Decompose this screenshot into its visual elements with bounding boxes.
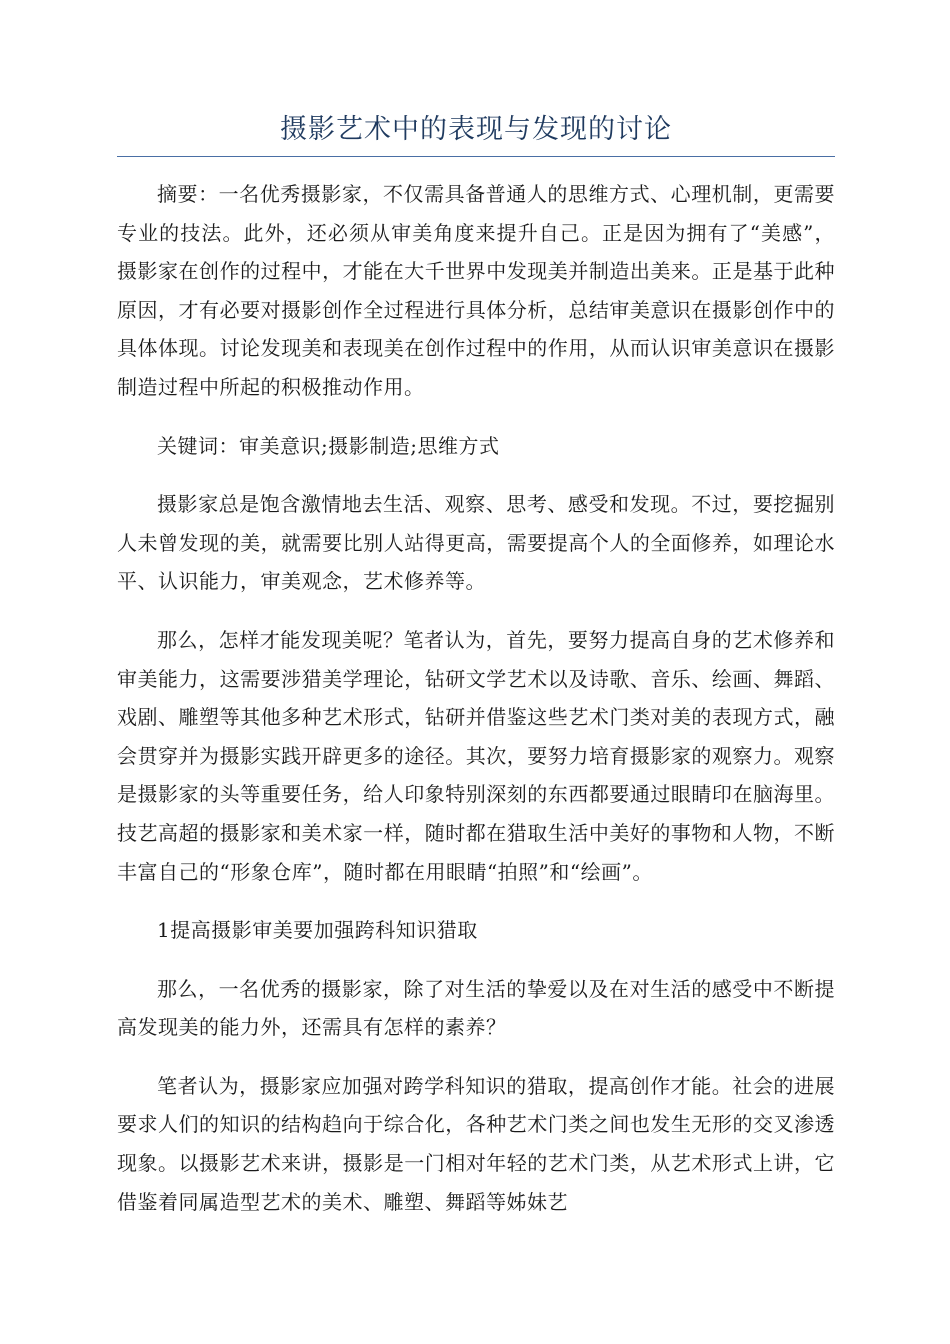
body-paragraph: 那么，一名优秀的摄影家，除了对生活的挚爱以及在对生活的感受中不断提高发现美的能力外，还需具有怎样的素养？ xyxy=(117,976,835,1040)
body-paragraph: 摄影家总是饱含激情地去生活、观察、思考、感受和发现。不过，要挖掘别人未曾发现的美，就需要比别人站得更高，需要提高个人的全面修养，如理论水平、认识能力，审美观念，艺术修养等。 xyxy=(117,492,835,594)
title-underline xyxy=(117,156,835,157)
document-title: 摄影艺术中的表现与发现的讨论 xyxy=(280,114,672,145)
body-paragraph: 笔者认为，摄影家应加强对跨学科知识的猎取，提高创作才能。社会的进展要求人们的知识的结构趋向于综合化，各种艺术门类之间也发生无形的交叉渗透现象。以摄影艺术来讲，摄影是一门相对年轻的艺术门类，从艺术形式上讲，它借鉴着同属造型艺术的美术、雕塑、舞蹈等姊妹艺 xyxy=(117,1073,835,1214)
keywords-paragraph: 关键词：审美意识;摄影制造;思维方式 xyxy=(157,433,500,458)
body-paragraph: 那么，怎样才能发现美呢？笔者认为，首先，要努力提高自身的艺术修养和审美能力，这需要涉猎美学理论，钻研文学艺术以及诗歌、音乐、绘画、舞蹈、戏剧、雕塑等其他多种艺术形式，钻研并借鉴这些艺术门类对美的表现方式，融会贯穿并为摄影实践开辟更多的途径。其次，要努力培育摄影家的观察力。观察是摄影家的头等重要任务，给人印象特别深刻的东西都要通过眼睛印在脑海里。技艺高超的摄影家和美术家一样，随时都在猎取生活中美好的事物和人物，不断丰富自己的“形象仓库”，随时都在用眼睛“拍照”和“绘画”。 xyxy=(117,627,835,884)
section-heading: 1提高摄影审美要加强跨科知识猎取 xyxy=(157,918,478,943)
document-page xyxy=(117,104,835,1241)
abstract-paragraph: 摘要：一名优秀摄影家，不仅需具备普通人的思维方式、心理机制，更需要专业的技法。此外，还必须从审美角度来提升自己。正是因为拥有了“美感”，摄影家在创作的过程中，才能在大千世界中发现美并制造出美来。正是基于此种原因，才有必要对摄影创作全过程进行具体分析，总结审美意识在摄影创作中的具体体现。讨论发现美和表现美在创作过程中的作用，从而认识审美意识在摄影制造过程中所起的积极推动作用。 xyxy=(117,182,835,399)
